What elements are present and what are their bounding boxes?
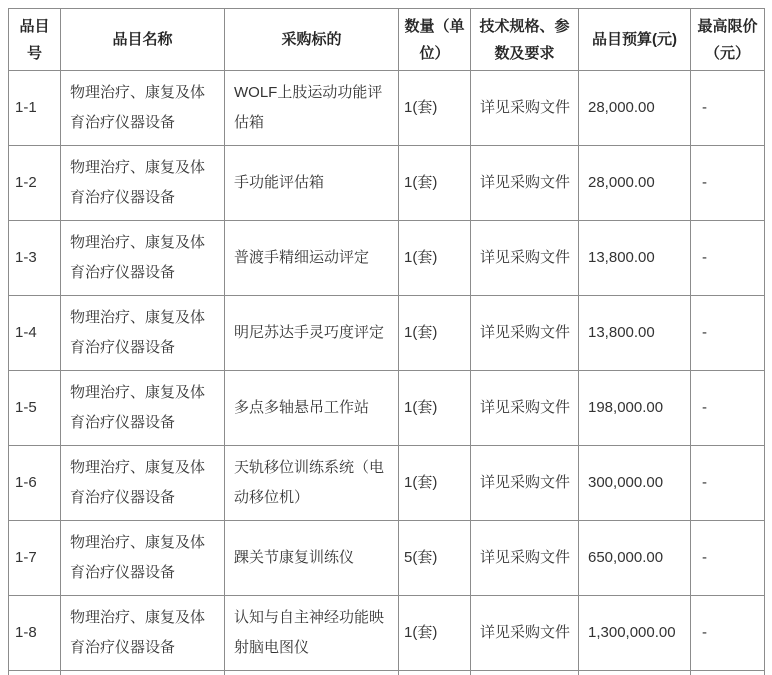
cell-spec: 详见采购文件 xyxy=(471,596,579,671)
cell-max_price: - xyxy=(691,221,765,296)
cell-quantity: 1(套) xyxy=(399,296,471,371)
column-header-item_no: 品目号 xyxy=(9,9,61,71)
cell-item_name: 物理治疗、康复及体育治疗仪器设备 xyxy=(61,521,225,596)
cell-quantity: 1(套) xyxy=(399,146,471,221)
cell-quantity: 1(套) xyxy=(399,221,471,296)
cell-item_no: 1-4 xyxy=(9,296,61,371)
cell-max_price: - xyxy=(691,521,765,596)
column-header-max_price: 最高限价（元） xyxy=(691,9,765,71)
cell-target: 多点多轴悬吊工作站 xyxy=(225,371,399,446)
cell-empty xyxy=(225,671,399,675)
cell-quantity: 1(套) xyxy=(399,596,471,671)
cell-spec: 详见采购文件 xyxy=(471,371,579,446)
cell-budget: 28,000.00 xyxy=(579,146,691,221)
procurement-items-table xyxy=(8,8,765,675)
cell-item_name: 物理治疗、康复及体育治疗仪器设备 xyxy=(61,146,225,221)
table-row-1-6 xyxy=(9,446,765,521)
table-row-1-1 xyxy=(9,71,765,146)
cell-spec: 详见采购文件 xyxy=(471,221,579,296)
cell-empty xyxy=(691,671,765,675)
cell-budget: 198,000.00 xyxy=(579,371,691,446)
cell-item_name: 物理治疗、康复及体育治疗仪器设备 xyxy=(61,71,225,146)
cell-max_price: - xyxy=(691,146,765,221)
cell-quantity: 1(套) xyxy=(399,71,471,146)
table-body xyxy=(9,71,765,675)
cell-item_no: 1-7 xyxy=(9,521,61,596)
cell-target: 明尼苏达手灵巧度评定 xyxy=(225,296,399,371)
cell-item_name: 物理治疗、康复及体育治疗仪器设备 xyxy=(61,221,225,296)
cell-max_price: - xyxy=(691,71,765,146)
cell-quantity: 5(套) xyxy=(399,521,471,596)
cell-item_no: 1-1 xyxy=(9,71,61,146)
cell-item_name: 物理治疗、康复及体育治疗仪器设备 xyxy=(61,296,225,371)
cell-item_name: 物理治疗、康复及体育治疗仪器设备 xyxy=(61,371,225,446)
cell-budget: 13,800.00 xyxy=(579,221,691,296)
table-row-1-8 xyxy=(9,596,765,671)
cell-item_no: 1-3 xyxy=(9,221,61,296)
cell-spec: 详见采购文件 xyxy=(471,446,579,521)
cell-budget: 1,300,000.00 xyxy=(579,596,691,671)
cell-budget: 650,000.00 xyxy=(579,521,691,596)
cell-max_price: - xyxy=(691,596,765,671)
cell-target: 认知与自主神经功能映射脑电图仪 xyxy=(225,596,399,671)
cell-max_price: - xyxy=(691,296,765,371)
column-header-target: 采购标的 xyxy=(225,9,399,71)
cell-item_no: 1-6 xyxy=(9,446,61,521)
table-row-1-2 xyxy=(9,146,765,221)
cell-budget: 300,000.00 xyxy=(579,446,691,521)
cell-spec: 详见采购文件 xyxy=(471,146,579,221)
cell-budget: 28,000.00 xyxy=(579,71,691,146)
cell-empty xyxy=(399,671,471,675)
cell-target: 天轨移位训练系统（电动移位机） xyxy=(225,446,399,521)
cell-empty xyxy=(9,671,61,675)
cell-item_no: 1-8 xyxy=(9,596,61,671)
column-header-quantity: 数量（单位） xyxy=(399,9,471,71)
cell-spec: 详见采购文件 xyxy=(471,521,579,596)
cell-quantity: 1(套) xyxy=(399,371,471,446)
cell-spec: 详见采购文件 xyxy=(471,296,579,371)
cell-item_name: 物理治疗、康复及体育治疗仪器设备 xyxy=(61,446,225,521)
cell-empty xyxy=(579,671,691,675)
cell-empty xyxy=(61,671,225,675)
cell-target: 踝关节康复训练仪 xyxy=(225,521,399,596)
cell-target: 手功能评估箱 xyxy=(225,146,399,221)
cell-target: WOLF上肢运动功能评估箱 xyxy=(225,71,399,146)
cell-item_no: 1-2 xyxy=(9,146,61,221)
table-row-1-5 xyxy=(9,371,765,446)
cell-max_price: - xyxy=(691,446,765,521)
column-header-item_name: 品目名称 xyxy=(61,9,225,71)
cell-spec: 详见采购文件 xyxy=(471,71,579,146)
table-header-row xyxy=(9,9,765,71)
table-row-1-7 xyxy=(9,521,765,596)
table-row-partial xyxy=(9,671,765,675)
cell-max_price: - xyxy=(691,371,765,446)
cell-target: 普渡手精细运动评定 xyxy=(225,221,399,296)
cell-item_name: 物理治疗、康复及体育治疗仪器设备 xyxy=(61,596,225,671)
column-header-spec: 技术规格、参数及要求 xyxy=(471,9,579,71)
table-row-1-3 xyxy=(9,221,765,296)
cell-item_no: 1-5 xyxy=(9,371,61,446)
cell-budget: 13,800.00 xyxy=(579,296,691,371)
cell-empty xyxy=(471,671,579,675)
column-header-budget: 品目预算(元) xyxy=(579,9,691,71)
table-row-1-4 xyxy=(9,296,765,371)
cell-quantity: 1(套) xyxy=(399,446,471,521)
